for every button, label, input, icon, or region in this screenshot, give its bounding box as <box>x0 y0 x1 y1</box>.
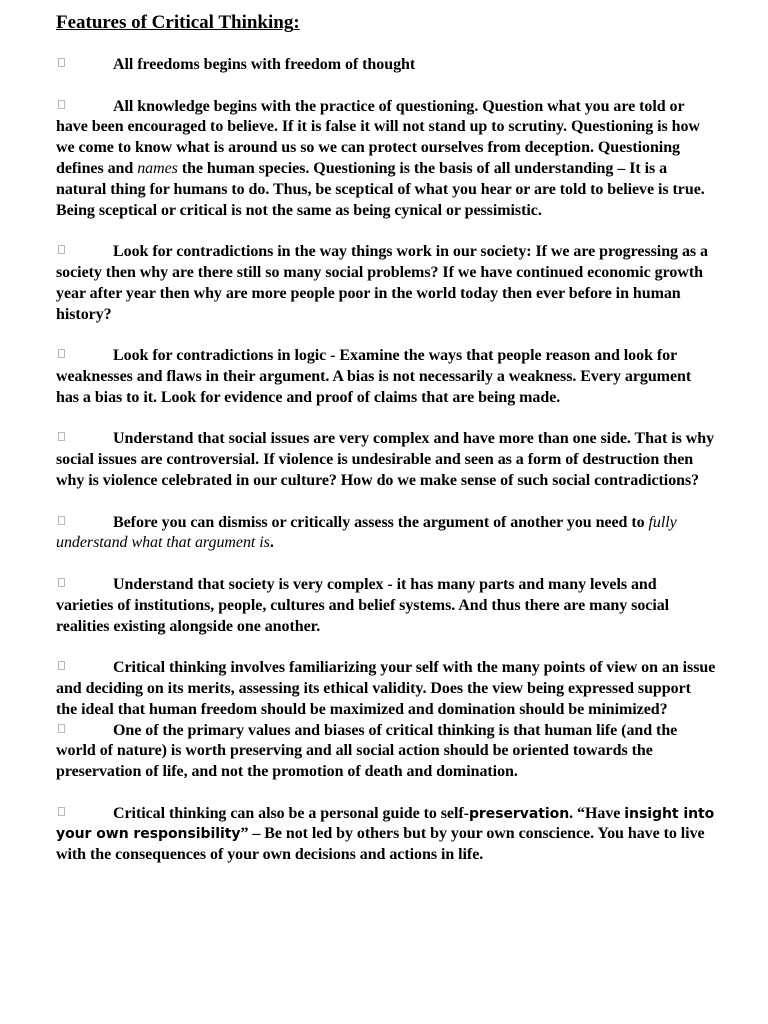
emphasis-text: insight into your own responsibility <box>56 805 715 843</box>
bullet-box-icon <box>56 430 113 444</box>
title-colon: : <box>293 12 300 33</box>
bullet-box-icon <box>56 243 113 257</box>
bullet-paragraph-9: One of the primary values and biases of critical thinking is that human life (and the world of nature) is worth preserving and all social action should be oriented towards the preservation of life, and not the promotion of death and domination. <box>56 721 678 781</box>
document-page <box>56 10 716 866</box>
bullet-box-icon <box>56 514 113 528</box>
bullet-paragraph-6: Before you can dismiss or critically assess the argument of another you need to fully understand what that argument is. <box>56 513 677 552</box>
emphasis-text: fully understand what that argument is <box>56 513 677 552</box>
bullet-box-icon <box>56 98 113 112</box>
bullet-box-icon <box>56 659 113 673</box>
bullet-paragraph-3: Look for contradictions in the way things work in our society: If we are progressing as a society then why are there still so many social problems? If we have continued economic growth year after year then why are more people poor in the world today then ever before in human history? <box>56 243 708 323</box>
document-title: Features of Critical Thinking: <box>56 12 300 33</box>
bullet-paragraph-1: All freedoms begins with freedom of thought <box>56 55 716 76</box>
emphasis-text: names <box>137 159 178 177</box>
bullet-paragraph-7: Understand that society is very complex - it has many parts and many levels and varieties of institutions, people, cultures and belief systems. And thus there are many social realities existing alongside one another. <box>56 575 670 635</box>
bullet-box-icon <box>56 576 113 590</box>
bullet-box-icon <box>56 805 113 819</box>
bullet-paragraph-5: Understand that social issues are very complex and have more than one side. That is why social issues are controversial. If violence is undesirable and seen as a form of destruction then why is violence celebrated in our culture? How do we make sense of such social contradictions? <box>56 430 715 489</box>
bullet-paragraph-10: Critical thinking can also be a personal guide to self-preservation. “Have insight into your own responsibility” – Be not led by others but by your own conscience. You have to live with the consequences of your own decisions and actions in life. <box>56 804 715 864</box>
emphasis-text: preservation <box>468 805 570 822</box>
bullet-box-icon <box>56 56 113 70</box>
bullet-box-icon <box>56 722 113 736</box>
bullet-paragraph-8: Critical thinking involves familiarizing your self with the many points of view on an issue and deciding on its merits, assessing its ethical validity. Does the view being expressed support the ideal that human freedom should be maximized and domination should be minimized? <box>56 659 716 718</box>
bullet-paragraph-4: Look for contradictions in logic - Examine the ways that people reason and look for weaknesses and flaws in their argument. A bias is not necessarily a weakness. Every argument has a bias to it. Look for evidence and proof of claims that are being made. <box>56 347 692 406</box>
bullet-box-icon <box>56 347 113 361</box>
bullet-paragraph-2: All knowledge begins with the practice of questioning. Question what you are told or have been encouraged to believe. If it is false it will not stand up to scrutiny. Questioning is how we come to know what is around us so we can protect ourselves from deception. Questioning defines and names the human species. Questioning is the basis of all understanding – It is a natural thing for humans to do. Thus, be sceptical of what you hear or are told to believe is true. Being sceptical or critical is not the same as being cynical or pessimistic. <box>56 97 705 219</box>
